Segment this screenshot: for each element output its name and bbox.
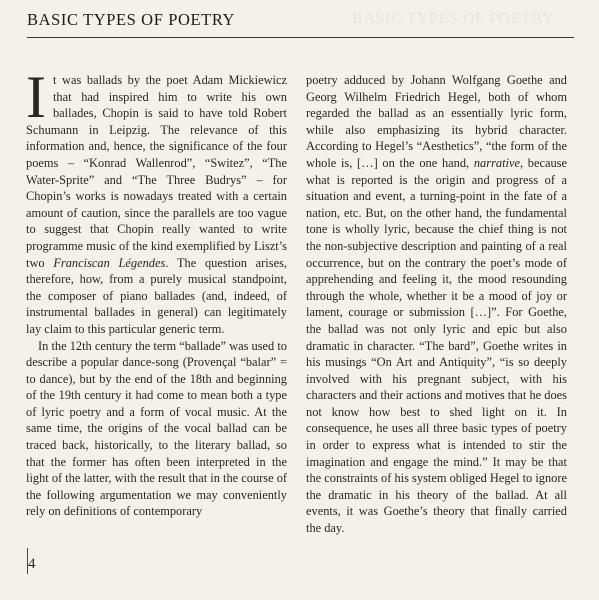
left-paragraph-1-text: t was ballads by the poet Adam Mickiewicz that had inspired him to write his own ballades, Chopin is said to have told Robert Schumann in Leipzig. The relevance of this information and, hence, the significance of the four poems – “Konrad Wallenrod”, “Switez”, “The Water-Sprite” and “The Three Budrys” – for Chopin’s works is nowadays treated with a certain amount of caution, since the parallels are too vague to suggest that Chopin really wanted to write programme music of the kind exemplified by Liszt’s two bbox=[26, 73, 287, 270]
right-paragraph-1 bbox=[306, 72, 567, 537]
page-number: 4 bbox=[28, 556, 36, 572]
work-title-italic: Franciscan Légendes bbox=[53, 255, 166, 270]
drop-cap: I bbox=[26, 64, 46, 130]
bleed-through-title: BASIC TYPES OF POETRY bbox=[352, 10, 555, 27]
right-paragraph-1-end: , because what is reported is the origin and progress of a situation and event, a turning-point in the fate of a nation, etc. But, on the other hand, the fundamental tone is wholly lyric, because the chief thing is not the non-subjective description and painting of a real occurrence, but on the contrary the poet’s mode of apprehending and feeling it, the mood resounding through the whole, whether it be a mood of joy or lament, courage or submission […]”. For Goethe, the ballad was not only lyric and epic but also dramatic in character. “The bard”, Goethe writes in his musings “On Art and Antiquity”, “is so deeply involved with his pregnant subject, with his characters and their actions and motives that he does not know how best to shed light on it. In consequence, he uses all three basic types of poetry in order to express what is intended to stir the imagination and engage the mind.” It may be that the constraints of his system obliged Hegel to ignore the dramatic in his theory of the ballad. At all events, it was Goethe’s theory that finally carried the day. bbox=[306, 155, 568, 536]
title-rule bbox=[27, 37, 574, 38]
left-paragraph-1 bbox=[26, 64, 287, 338]
right-paragraph-1-start: poetry adduced by Johann Wolfgang Goethe and Georg Wilhelm Friedrich Hegel, both of whom regarded the ballad as an essentially lyric form, while also emphasizing its hybrid character. According to Hegel’s “Aesthetics”, “the form of the whole is, […] on the one hand, bbox=[306, 73, 567, 170]
right-column bbox=[306, 72, 567, 537]
left-paragraph-1-end: . The question arises, therefore, how, from a purely musical standpoint, the composer of piano ballades (and, indeed, of instrumental ballades in general) can legitimately lay claim to this particular generic term. bbox=[26, 255, 287, 336]
section-title: BASIC TYPES OF POETRY bbox=[27, 10, 236, 29]
left-paragraph-2: In the 12th century the term “ballade” was used to describe a popular dance-song (Provençal “balar” = to dance), but by the end of the 18th and beginning of the 19th century it had come to mean both a type of lyric poetry and a form of vocal music. At the same time, the origins of the vocal ballad can be traced back, historically, to the literary ballad, so that the former has often been interpreted in the light of the latter, with the result that in the course of the following argumentation we may conveniently rely on definitions of contemporary bbox=[26, 338, 288, 519]
left-column bbox=[26, 64, 288, 520]
narrative-italic: narrative bbox=[473, 155, 520, 170]
